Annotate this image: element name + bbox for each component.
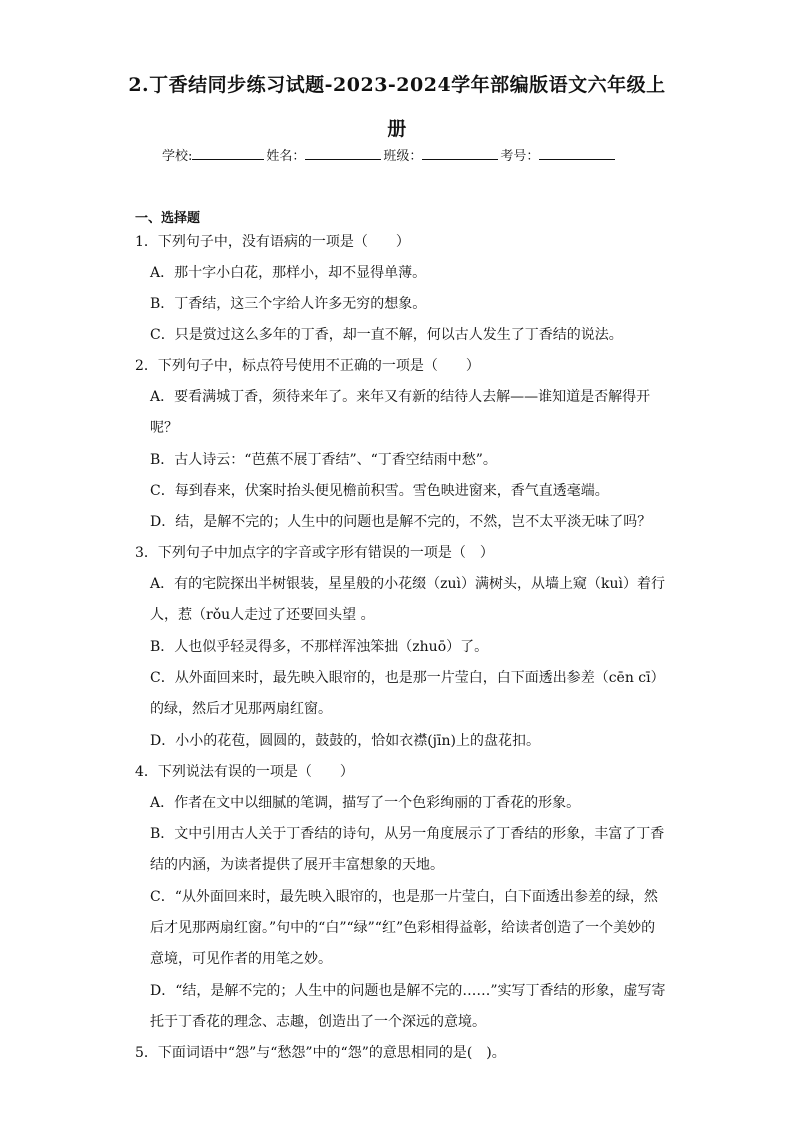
school-label: 学校:: [162, 149, 193, 164]
question-stem: 1．下列句子中，没有语病的一项是（ ）: [135, 234, 410, 250]
question-stem: 2．下列句子中，标点符号使用不正确的一项是（ ）: [135, 358, 480, 374]
student-info-row: [162, 145, 617, 164]
name-label: 姓名：: [266, 149, 306, 164]
question-option: A．作者在文中以细腻的笔调，描写了一个色彩绚丽的丁香花的形象。: [150, 795, 581, 811]
document-title-line1: 2.丁香结同步练习试题-2023-2024学年部编版语文六年级上: [128, 74, 666, 96]
question-option: A．有的宅院探出半树银装，星星般的小花缀（zuì）满树头，从墙上窥（kuì）着行: [150, 576, 665, 592]
question-option: C．每到春来，伏案时抬头便见檐前积雪。雪色映进窗来，香气直透毫端。: [150, 483, 609, 499]
question-option-continuation: 意境，可见作者的用笔之妙。: [150, 951, 332, 967]
question-option-continuation: 后才见那两扇红窗。”句中的“白”“绿”“红”色彩相得益彰，给读者创造了一个美妙的: [150, 920, 656, 936]
question-option: B．丁香结，这三个字给人许多无穷的想象。: [150, 296, 427, 312]
class-label: 班级：: [383, 149, 423, 164]
question-option-continuation: 人，惹（rǒu人走过了还要回头望 。: [150, 607, 375, 623]
question-stem: 3．下列句子中加点字的字音或字形有错误的一项是（ ）: [135, 545, 494, 561]
question-option-continuation: 结的内涵，为读者提供了展开丰富想象的天地。: [150, 857, 444, 873]
question-stem: 4．下列说法有误的一项是（ ）: [135, 764, 354, 780]
question-option: B．文中引用古人关于丁香结的诗句，从另一角度展示了丁香结的形象，丰富了丁香: [150, 826, 665, 842]
question-option: D．结，是解不完的；人生中的问题也是解不完的，不然，岂不太平淡无味了吗？: [150, 514, 652, 530]
question-option: C．只是赏过这么多年的丁香，却一直不解，何以古人发生了丁香结的说法。: [150, 327, 623, 343]
question-option-continuation: 托于丁香花的理念、志趣，创造出了一个深远的意境。: [150, 1014, 486, 1030]
question-option-continuation: 呢？: [150, 420, 178, 436]
number-blank: [539, 146, 615, 160]
question-option: B．人也似乎轻灵得多，不那样浑浊笨拙（zhuō）了。: [150, 639, 489, 655]
question-option: D．小小的花苞，圆圆的，鼓鼓的，恰如衣襟(jīn)上的盘花扣。: [150, 733, 540, 749]
name-blank: [305, 146, 381, 160]
question-option: C．从外面回来时，最先映入眼帘的，也是那一片莹白，白下面透出参差（cēn cī）: [150, 670, 665, 686]
question-option: C．“从外面回来时，最先映入眼帘的，也是那一片莹白，白下面透出参差的绿，然: [150, 889, 658, 905]
question-option-continuation: 的绿，然后才见那两扇红窗。: [150, 701, 332, 717]
class-blank: [422, 146, 498, 160]
question-stem: 5．下面词语中“怨”与“愁怨”中的“怨”的意思相同的是( )。: [135, 1045, 506, 1061]
school-blank: [192, 146, 264, 160]
question-option: A．要看满城丁香，须待来年了。来年又有新的结待人去解——谁知道是否解得开: [150, 389, 651, 405]
document-title-line2: 册: [387, 118, 407, 140]
question-option: D．“结，是解不完的；人生中的问题也是解不完的……”实写丁香结的形象，虚写寄: [150, 983, 666, 999]
number-label: 考号：: [500, 149, 540, 164]
question-option: A．那十字小白花，那样小，却不显得单薄。: [150, 265, 427, 281]
question-option: B．古人诗云：“芭蕉不展丁香结”、“丁香空结雨中愁”。: [150, 452, 497, 468]
section-heading: 一、选择题: [135, 211, 201, 226]
